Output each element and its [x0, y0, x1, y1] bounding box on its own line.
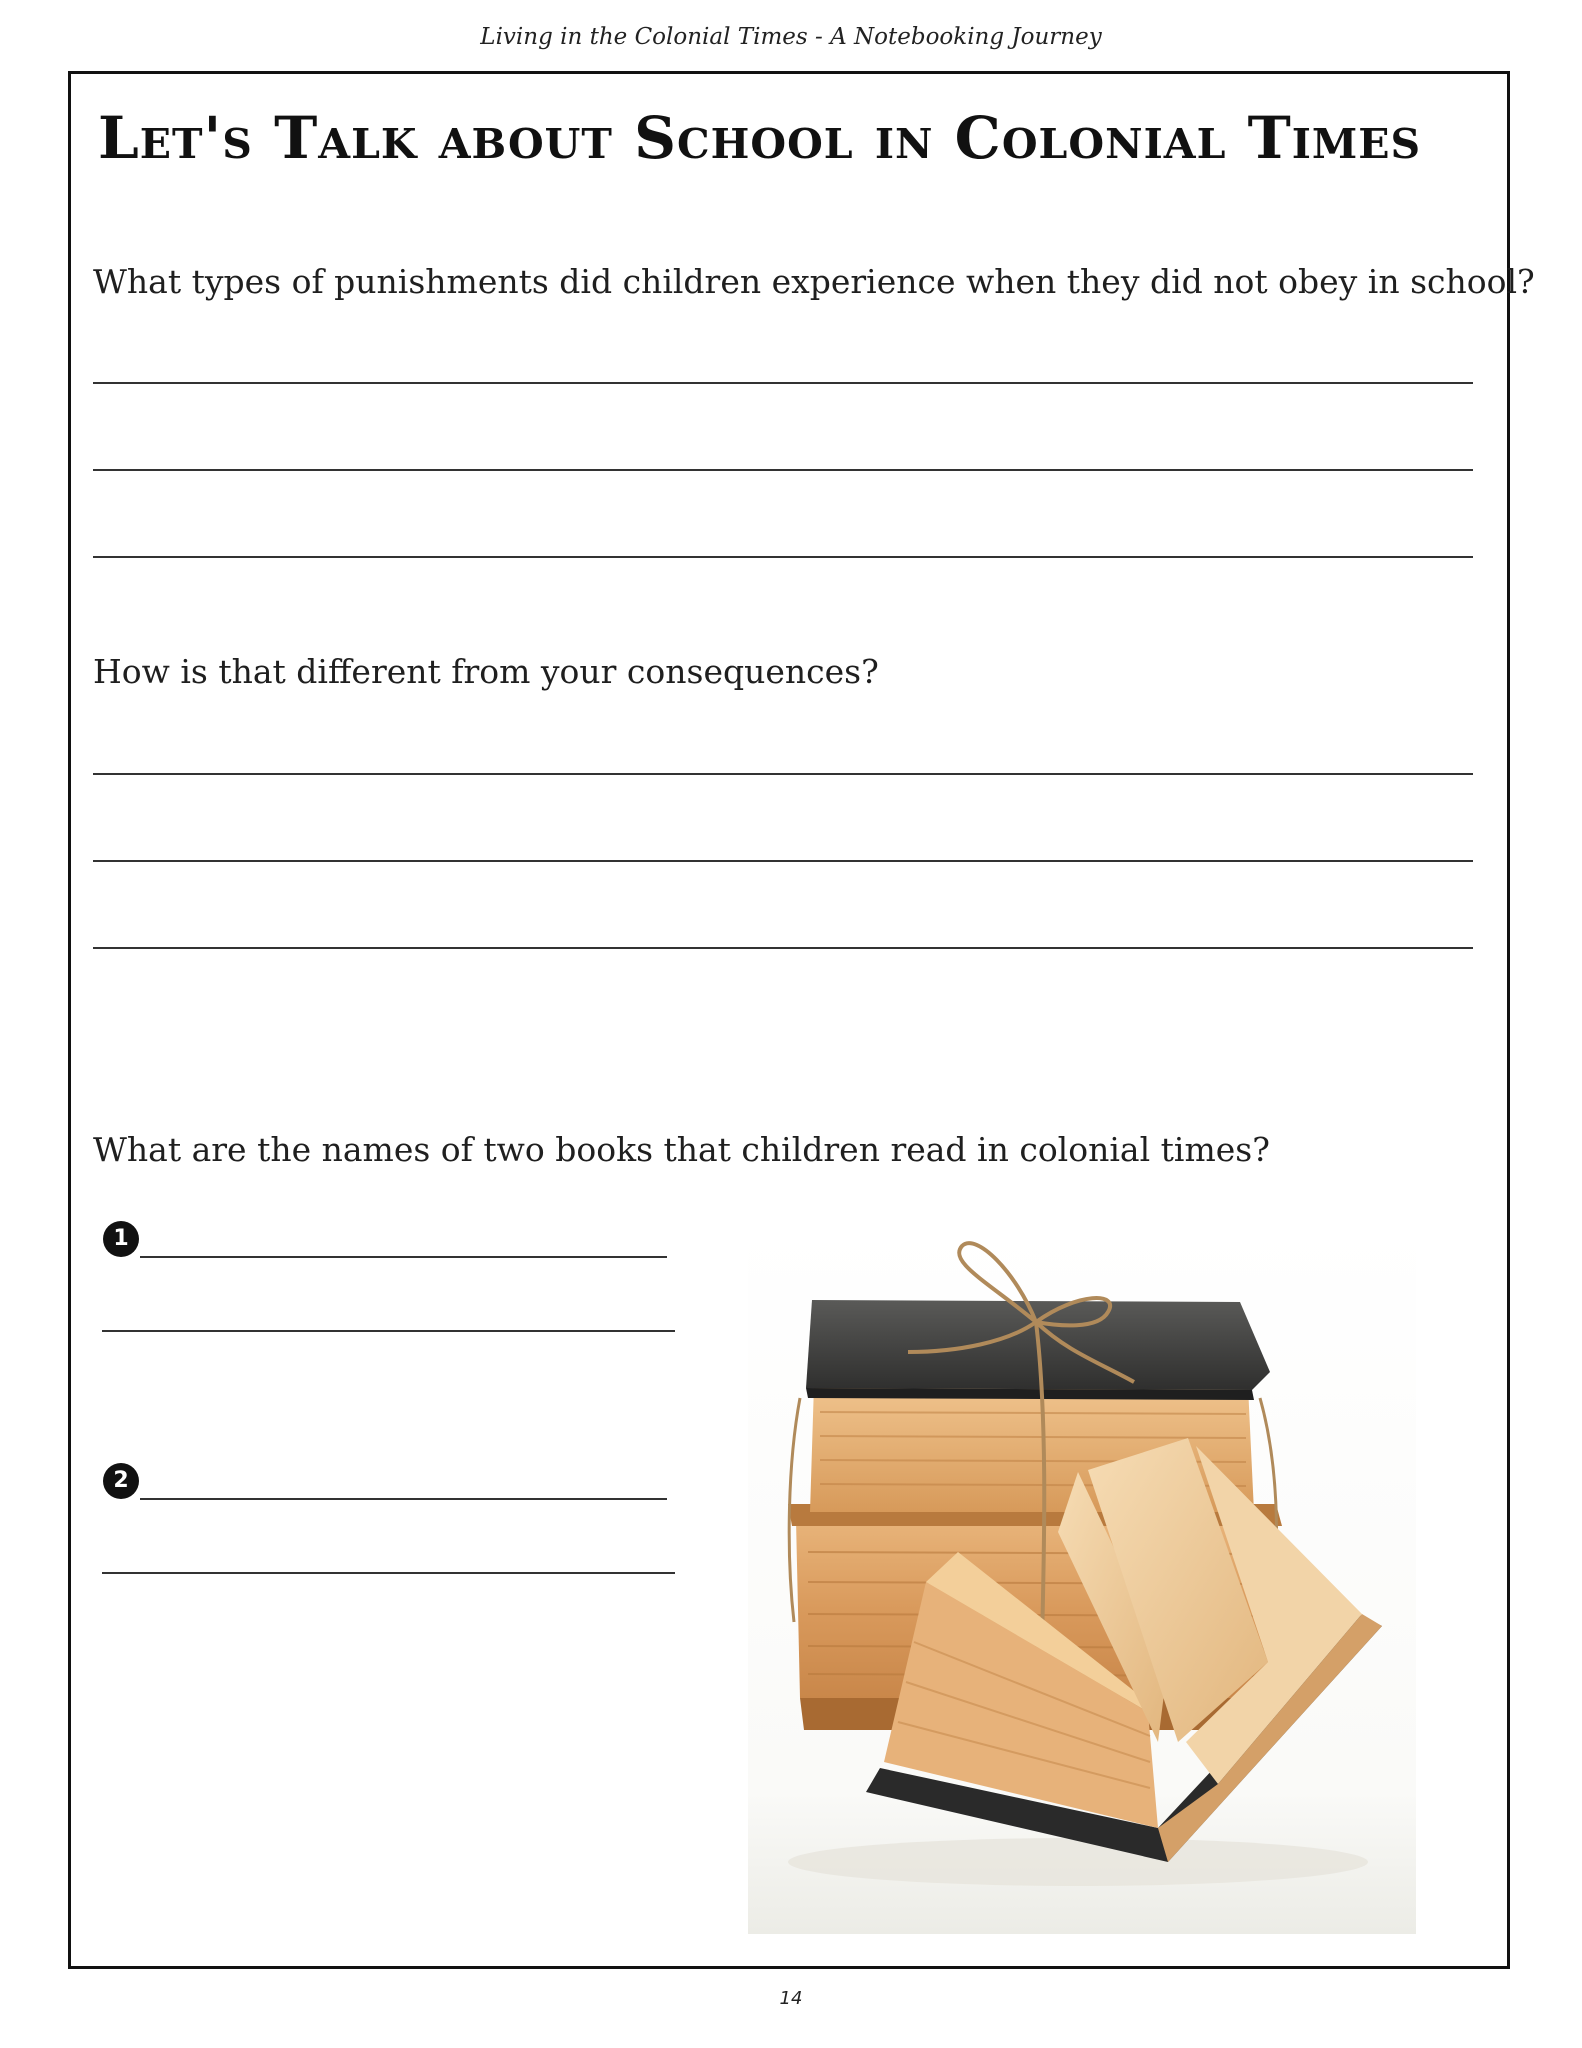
number-two-badge: 2 [103, 1463, 139, 1499]
answer-line[interactable] [93, 773, 1473, 775]
question-consequences: How is that different from your consequences? [93, 652, 879, 691]
page-number: 14 [779, 1988, 803, 2009]
running-header: Living in the Colonial Times - A Notebooking Journey [480, 24, 1102, 50]
answer-line[interactable] [93, 469, 1473, 471]
stack-of-books-icon [748, 1222, 1416, 1934]
question-punishments: What types of punishments did children experience when they did not obey in school? [93, 262, 1535, 301]
books-illustration [748, 1222, 1416, 1934]
answer-line[interactable] [93, 382, 1473, 384]
answer-line[interactable] [93, 556, 1473, 558]
question-books: What are the names of two books that children read in colonial times? [93, 1130, 1270, 1169]
answer-line[interactable] [93, 947, 1473, 949]
book-one-line[interactable] [140, 1256, 667, 1258]
book-two-line[interactable] [140, 1498, 667, 1500]
answer-line[interactable] [93, 860, 1473, 862]
page-title: Let's Talk about School in Colonial Times [98, 104, 1422, 172]
book-one-line[interactable] [102, 1330, 675, 1332]
number-one-badge: 1 [103, 1221, 139, 1257]
book-two-line[interactable] [102, 1572, 675, 1574]
